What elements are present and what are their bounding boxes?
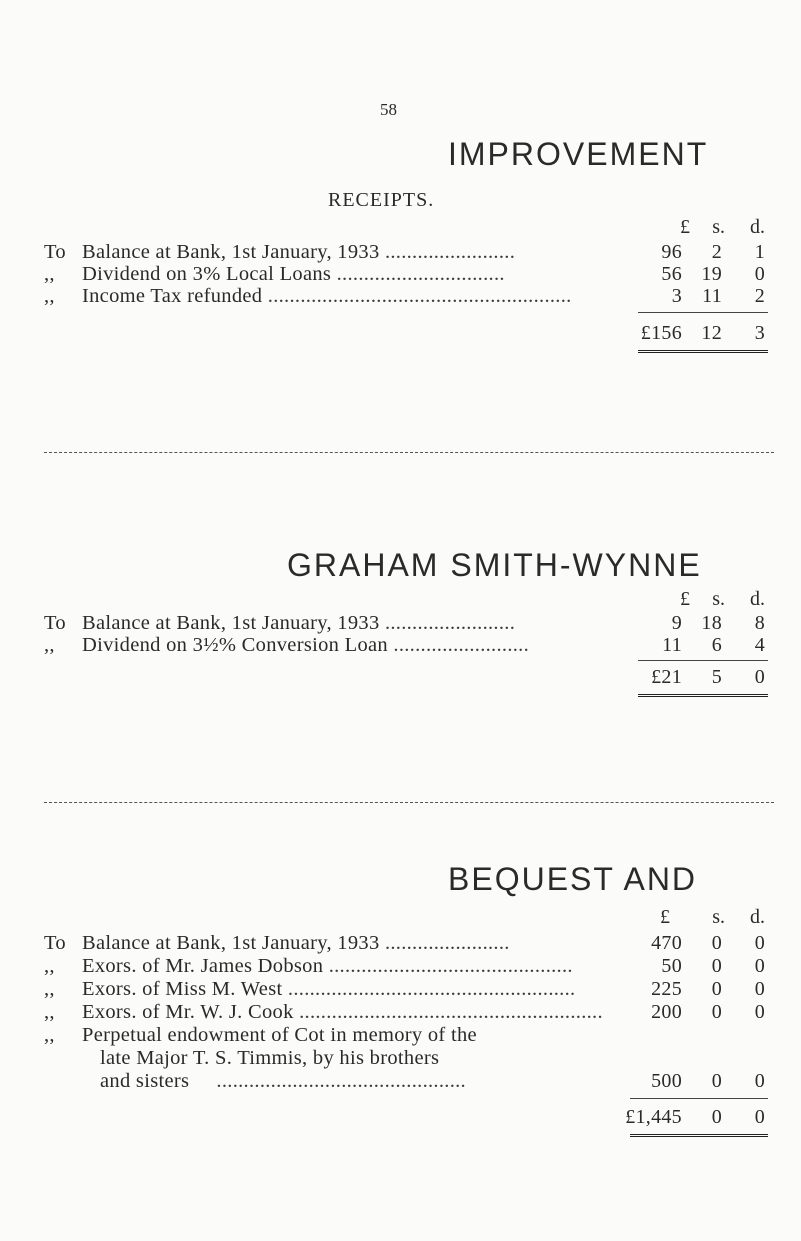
subtotal-rule (638, 312, 768, 313)
receipt-line: ,, Income Tax refunded ........................................................ (44, 285, 572, 307)
page-number: 58 (380, 100, 397, 119)
line-text: Balance at Bank, 1st January, 1933 (82, 612, 380, 634)
line-text: Dividend on 3½% Conversion Loan (82, 634, 388, 656)
line-prefix: To (44, 932, 66, 954)
receipt-line: ,, Dividend on 3½% Conversion Loan ......................... (44, 634, 530, 656)
amount-pence: 2 (754, 285, 765, 307)
line-text-last: and sisters (100, 1070, 190, 1092)
amount-pounds: 225 (651, 978, 682, 1000)
amount-pounds: 500 (651, 1070, 682, 1092)
amount-pounds: 50 (661, 955, 682, 977)
receipt-line: ,, Exors. of Mr. James Dobson ............................................. (44, 955, 573, 977)
amount-shillings: 0 (711, 978, 722, 1000)
line-prefix: ,, (44, 955, 55, 977)
line-prefix: ,, (44, 1024, 55, 1046)
total-shillings: 12 (701, 322, 722, 344)
amount-pence: 1 (754, 241, 765, 263)
line-text: Exors. of Miss M. West (82, 978, 283, 1000)
total-pounds: £1,445 (625, 1106, 682, 1128)
amount-pence: 0 (754, 978, 765, 1000)
line-prefix: ,, (44, 1001, 55, 1023)
total-pence: 3 (754, 322, 765, 344)
amount-shillings: 11 (702, 285, 722, 307)
line-text: Exors. of Mr. James Dobson (82, 955, 324, 977)
receipt-line: ,, Dividend on 3% Local Loans ............................... (44, 263, 505, 285)
line-text: Income Tax refunded (82, 285, 263, 307)
amount-pounds: 56 (661, 263, 682, 285)
amount-shillings: 6 (711, 634, 722, 656)
section-divider (44, 802, 774, 803)
receipt-line: ,, Exors. of Miss M. West ..................................................... (44, 978, 576, 1000)
shillings-header: s. (712, 588, 725, 610)
line-text-continued: and sisters .............................................. (100, 1070, 466, 1092)
total-double-rule (638, 694, 768, 698)
amount-pence: 0 (754, 932, 765, 954)
amount-pounds: 3 (671, 285, 682, 307)
total-pounds: £21 (651, 666, 682, 688)
amount-shillings: 0 (711, 932, 722, 954)
receipt-line-multiline (44, 1024, 664, 1047)
subtotal-rule (638, 660, 768, 661)
section-title: GRAHAM SMITH-WYNNE (287, 547, 702, 583)
amount-shillings: 18 (701, 612, 722, 634)
receipt-line: To Balance at Bank, 1st January, 1933 ....................... (44, 932, 510, 954)
amount-pounds: 470 (651, 932, 682, 954)
receipt-line: ,, Exors. of Mr. W. J. Cook ........................................................ (44, 1001, 603, 1023)
pounds-header: £ (680, 216, 690, 238)
line-text: Dividend on 3% Local Loans (82, 263, 332, 285)
line-text: Exors. of Mr. W. J. Cook (82, 1001, 294, 1023)
amount-pence: 8 (754, 612, 765, 634)
receipt-line: To Balance at Bank, 1st January, 1933 ........................ (44, 241, 516, 263)
line-prefix: To (44, 612, 66, 634)
amount-pounds: 11 (662, 634, 682, 656)
total-double-rule (630, 1134, 768, 1138)
section-subtitle: RECEIPTS. (328, 189, 435, 211)
line-text: Balance at Bank, 1st January, 1933 (82, 932, 380, 954)
receipt-line: To Balance at Bank, 1st January, 1933 ........................ (44, 612, 516, 634)
total-shillings: 5 (711, 666, 722, 688)
amount-shillings: 2 (711, 241, 722, 263)
amount-pence: 0 (754, 1001, 765, 1023)
total-shillings: 0 (711, 1106, 722, 1128)
line-text-continued: late Major T. S. Timmis, by his brothers (100, 1047, 440, 1069)
shillings-header: s. (712, 906, 725, 928)
line-prefix: To (44, 241, 66, 263)
line-prefix: ,, (44, 978, 55, 1000)
amount-pounds: 200 (651, 1001, 682, 1023)
amount-shillings: 0 (711, 955, 722, 977)
amount-shillings: 0 (711, 1001, 722, 1023)
amount-pence: 0 (754, 263, 765, 285)
section-title: BEQUEST AND (448, 861, 698, 897)
shillings-header: s. (712, 216, 725, 238)
pence-header: d. (750, 906, 765, 928)
pence-header: d. (750, 588, 765, 610)
line-prefix: ,, (44, 634, 55, 656)
amount-pounds: 96 (661, 241, 682, 263)
amount-shillings: 0 (711, 1070, 722, 1092)
section-title: IMPROVEMENT (448, 136, 709, 172)
amount-shillings: 19 (701, 263, 722, 285)
amount-pence: 0 (754, 1070, 765, 1092)
amount-pence: 4 (754, 634, 765, 656)
section-divider (44, 452, 774, 453)
line-prefix: ,, (44, 263, 55, 285)
total-pence: 0 (754, 1106, 765, 1128)
total-pounds: £156 (640, 322, 682, 344)
line-text: Balance at Bank, 1st January, 1933 (82, 241, 380, 263)
pence-header: d. (750, 216, 765, 238)
subtotal-rule (630, 1098, 768, 1099)
amount-pounds: 9 (671, 612, 682, 634)
pounds-header: £ (680, 588, 690, 610)
total-pence: 0 (754, 666, 765, 688)
pounds-header: £ (660, 906, 670, 928)
line-prefix: ,, (44, 285, 55, 307)
amount-pence: 0 (754, 955, 765, 977)
total-double-rule (638, 350, 768, 354)
line-text: Perpetual endowment of Cot in memory of the (82, 1024, 477, 1046)
